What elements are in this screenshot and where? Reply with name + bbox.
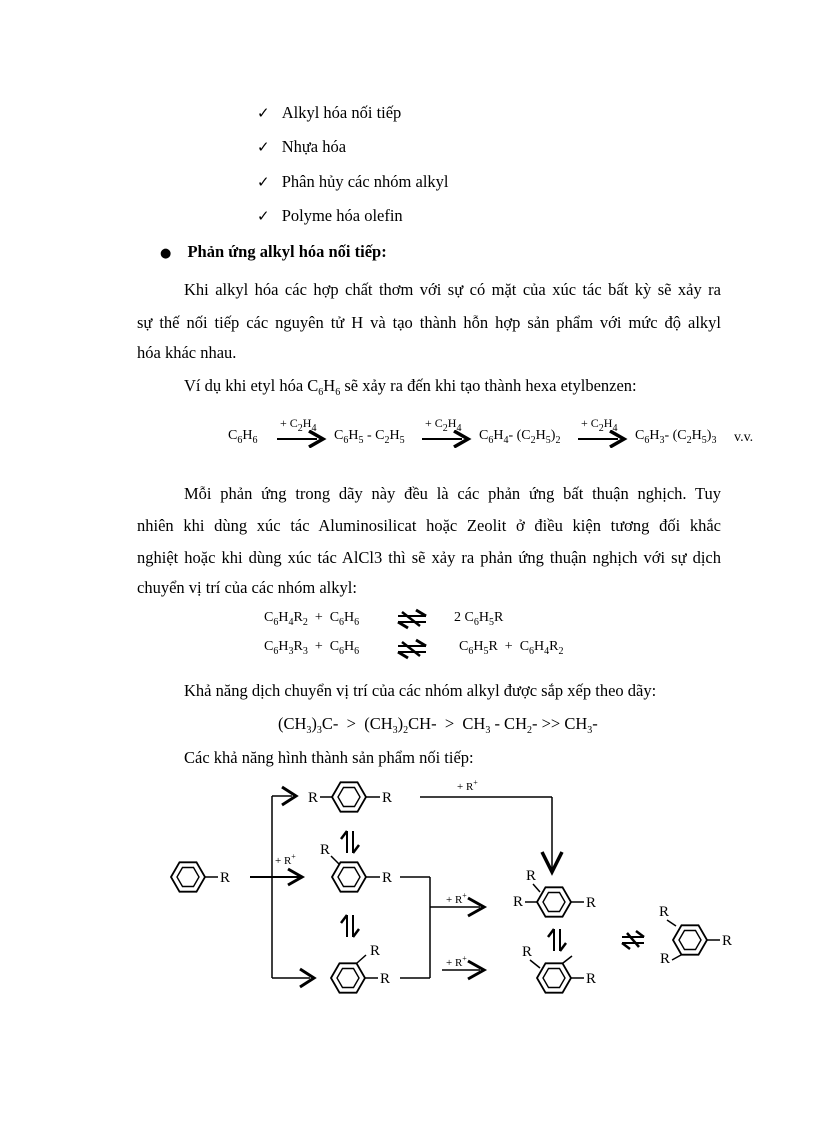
equation-right: $C_6H_5R + C_6H_4R_2$ bbox=[459, 639, 564, 657]
svg-text:R: R bbox=[308, 790, 319, 806]
reaction-scheme-diagram bbox=[150, 770, 770, 1010]
formula-diethylbenzene: $C_6H_4-$ $(C_2H_5)_2$ bbox=[479, 428, 561, 446]
equilibrium-arrow-icon bbox=[622, 931, 644, 949]
list-item-label: Phân hủy các nhóm alkyl bbox=[281, 172, 449, 191]
list-item bbox=[257, 208, 403, 225]
svg-text:R: R bbox=[380, 971, 391, 987]
svg-text:R: R bbox=[722, 933, 733, 949]
check-icon: ✓ bbox=[257, 173, 270, 191]
para-dialkylbenzene bbox=[308, 782, 392, 811]
reagent-label: + R+ bbox=[457, 778, 478, 793]
arrow-icon bbox=[422, 430, 472, 448]
equilibrium-arrow-icon bbox=[392, 608, 432, 630]
svg-text:R: R bbox=[526, 868, 537, 884]
trialkylbenzene-124 bbox=[513, 868, 596, 917]
svg-text:R: R bbox=[659, 904, 670, 920]
equation-left: $C_6H_3R_3 + C_6H_6$ bbox=[264, 639, 360, 657]
paragraph-line: chuyển vị trí của các nhóm alkyl: bbox=[137, 578, 357, 597]
list-item bbox=[257, 139, 346, 156]
reagent-label: + R+ bbox=[275, 852, 296, 867]
svg-text:R: R bbox=[320, 842, 331, 858]
svg-text:R: R bbox=[382, 870, 393, 886]
svg-text:R: R bbox=[370, 943, 381, 959]
paragraph-line: Ví dụ khi etyl hóa $C_6H_6$ sẽ xảy ra đến khi tạo thành hexa etylbenzen: bbox=[184, 376, 637, 398]
paragraph-line: nhiên khi dùng xúc tác Aluminosilicat hoặc Zeolit ở điều kiện tương đối khắc bbox=[137, 516, 721, 535]
list-item bbox=[257, 174, 449, 191]
trialkylbenzene-123 bbox=[522, 944, 596, 993]
mobility-series: $(CH_3)_3C- > (CH_3)_2CH- > CH_3 - CH_2- >> CH_3-$ bbox=[278, 714, 598, 736]
svg-text:R: R bbox=[382, 790, 393, 806]
paragraph-line: Mỗi phản ứng trong dãy này đều là các phản ứng bất thuận nghịch. Tuy bbox=[184, 484, 721, 503]
formula-c6h6: $C_6H_6$ bbox=[228, 428, 258, 446]
trialkylbenzene-135 bbox=[659, 904, 732, 967]
paragraph-line: nghiệt hoặc khi dùng xúc tác AlCl3 thì sẽ xảy ra phản ứng thuận nghịch với sự dịch bbox=[137, 548, 721, 567]
svg-text:R: R bbox=[586, 971, 597, 987]
reagent-label: + R+ bbox=[446, 954, 467, 969]
equilibrium-arrow-icon bbox=[392, 638, 432, 660]
reagent-label: + $C_2H_4$ bbox=[425, 416, 462, 434]
svg-text:R: R bbox=[660, 951, 671, 967]
paragraph-line: Khả năng dịch chuyển vị trí của các nhóm alkyl được sắp xếp theo dãy: bbox=[184, 681, 657, 700]
check-icon: ✓ bbox=[257, 207, 270, 225]
ortho-dialkylbenzene bbox=[331, 943, 390, 993]
svg-text:R: R bbox=[586, 895, 597, 911]
paragraph-line: Các khả năng hình thành sản phẩm nối tiếp: bbox=[184, 748, 474, 767]
list-item bbox=[257, 105, 401, 122]
list-item-label: Alkyl hóa nối tiếp bbox=[281, 103, 402, 122]
section-heading: ● Phản ứng alkyl hóa nối tiếp: bbox=[160, 242, 387, 261]
arrow-icon bbox=[578, 430, 628, 448]
svg-text:R: R bbox=[513, 894, 524, 910]
svg-text:R: R bbox=[220, 870, 231, 886]
reagent-label: + $C_2H_4$ bbox=[280, 416, 317, 434]
equilibrium-arrow-icon bbox=[548, 929, 566, 951]
list-item-label: Polyme hóa olefin bbox=[281, 206, 403, 225]
check-icon: ✓ bbox=[257, 138, 270, 156]
equation-left: $C_6H_4R_2 + C_6H_6$ bbox=[264, 610, 360, 628]
paragraph-line: sự thế nối tiếp các nguyên tử H và tạo thành hỗn hợp sản phẩm với mức độ alkyl bbox=[137, 313, 721, 332]
formula-triethylbenzene: $C_6H_3-$ $(C_2H_5)_3$ bbox=[635, 428, 717, 446]
bullet-icon: ● bbox=[160, 246, 172, 261]
list-item-label: Nhựa hóa bbox=[281, 137, 347, 156]
svg-text:R: R bbox=[522, 944, 533, 960]
paragraph-line: hóa khác nhau. bbox=[137, 343, 237, 362]
reagent-label: + R+ bbox=[446, 891, 467, 906]
reagent-label: + $C_2H_4$ bbox=[581, 416, 618, 434]
arrow-icon bbox=[277, 430, 327, 448]
benzene-ring-icon bbox=[171, 862, 230, 891]
formula-ethylbenzene: $C_6H_5 - C_2H_5$ bbox=[334, 428, 405, 446]
equation-right: 2 $C_6H_5R$ bbox=[454, 610, 504, 628]
vv-label: v.v. bbox=[734, 430, 754, 445]
equilibrium-arrow-icon bbox=[341, 915, 359, 937]
equilibrium-arrow-icon bbox=[341, 831, 359, 853]
paragraph-line: Khi alkyl hóa các hợp chất thơm với sự có mặt của xúc tác bất kỳ sẽ xảy ra bbox=[184, 280, 721, 299]
check-icon: ✓ bbox=[257, 104, 270, 122]
